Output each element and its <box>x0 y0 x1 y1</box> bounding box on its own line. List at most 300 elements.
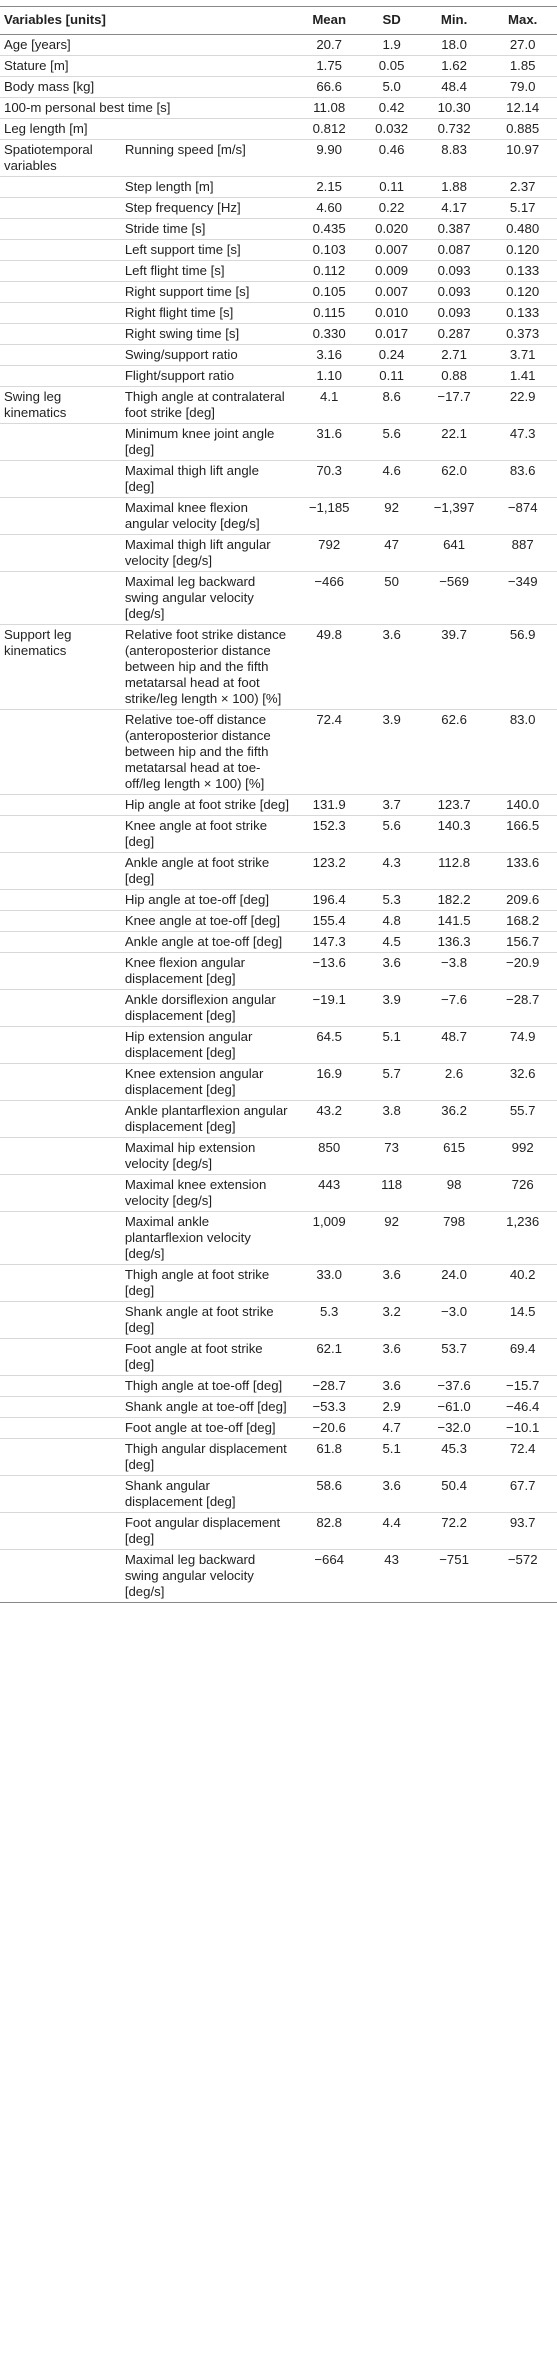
cell-sd: 0.017 <box>363 324 419 345</box>
cell-max: −20.9 <box>488 953 557 990</box>
cell-sd: 0.24 <box>363 345 419 366</box>
cell-min: 62.0 <box>420 461 489 498</box>
variable-name: Thigh angle at foot strike [deg] <box>121 1265 295 1302</box>
cell-min: −3.8 <box>420 953 489 990</box>
cell-sd: 3.9 <box>363 990 419 1027</box>
cell-min: 0.387 <box>420 219 489 240</box>
variable-group <box>0 498 121 535</box>
cell-min: −3.0 <box>420 1302 489 1339</box>
cell-mean: −1,185 <box>295 498 364 535</box>
cell-max: 14.5 <box>488 1302 557 1339</box>
table-row <box>0 1027 557 1064</box>
variable-group <box>0 1064 121 1101</box>
variable-name: Shank angular displacement [deg] <box>121 1476 295 1513</box>
variable-name: Relative foot strike distance (anteroposterior distance between hip and the fifth metatarsal head at foot strike/leg length × 100) [%] <box>121 625 295 710</box>
cell-max: 83.0 <box>488 710 557 795</box>
cell-sd: 0.009 <box>363 261 419 282</box>
variable-group <box>0 1376 121 1397</box>
cell-max: 10.97 <box>488 140 557 177</box>
cell-mean: 49.8 <box>295 625 364 710</box>
table-row <box>0 324 557 345</box>
cell-mean: −13.6 <box>295 953 364 990</box>
table-row <box>0 1418 557 1439</box>
cell-max: 156.7 <box>488 932 557 953</box>
cell-sd: 92 <box>363 1212 419 1265</box>
table-row <box>0 1175 557 1212</box>
variable-group <box>0 911 121 932</box>
cell-min: −61.0 <box>420 1397 489 1418</box>
variable-group <box>0 1302 121 1339</box>
variable-group <box>0 1212 121 1265</box>
cell-min: 0.093 <box>420 261 489 282</box>
table-row <box>0 198 557 219</box>
header-max: Max. <box>488 7 557 35</box>
variable-name: Knee flexion angular displacement [deg] <box>121 953 295 990</box>
cell-max: 55.7 <box>488 1101 557 1138</box>
variable-name: Running speed [m/s] <box>121 140 295 177</box>
cell-mean: 1.75 <box>295 56 364 77</box>
table-row <box>0 261 557 282</box>
variable-name: Knee angle at toe-off [deg] <box>121 911 295 932</box>
table-row <box>0 498 557 535</box>
variable-group <box>0 177 121 198</box>
cell-min: −751 <box>420 1550 489 1603</box>
cell-min: −569 <box>420 572 489 625</box>
cell-min: 136.3 <box>420 932 489 953</box>
cell-sd: 0.11 <box>363 177 419 198</box>
cell-min: 0.732 <box>420 119 489 140</box>
cell-mean: −20.6 <box>295 1418 364 1439</box>
cell-sd: 5.3 <box>363 890 419 911</box>
cell-max: 992 <box>488 1138 557 1175</box>
cell-max: 133.6 <box>488 853 557 890</box>
cell-sd: 0.11 <box>363 366 419 387</box>
table-row <box>0 35 557 56</box>
variable-group <box>0 1339 121 1376</box>
variable-group <box>0 990 121 1027</box>
cell-mean: 61.8 <box>295 1439 364 1476</box>
cell-max: 166.5 <box>488 816 557 853</box>
variable-name: Foot angle at toe-off [deg] <box>121 1418 295 1439</box>
variable-name: Hip extension angular displacement [deg] <box>121 1027 295 1064</box>
variable-name: Maximal knee extension velocity [deg/s] <box>121 1175 295 1212</box>
cell-min: 0.093 <box>420 282 489 303</box>
cell-min: 140.3 <box>420 816 489 853</box>
variable-name: Hip angle at toe-off [deg] <box>121 890 295 911</box>
table-row <box>0 1138 557 1175</box>
table-row <box>0 345 557 366</box>
cell-sd: 5.0 <box>363 77 419 98</box>
variable-name: Thigh angle at contralateral foot strike [deg] <box>121 387 295 424</box>
cell-sd: 4.7 <box>363 1418 419 1439</box>
cell-max: 74.9 <box>488 1027 557 1064</box>
table-row <box>0 1101 557 1138</box>
table-row <box>0 77 557 98</box>
cell-mean: 147.3 <box>295 932 364 953</box>
variable-name: Maximal hip extension velocity [deg/s] <box>121 1138 295 1175</box>
variable-name: Ankle dorsiflexion angular displacement [deg] <box>121 990 295 1027</box>
cell-mean: 3.16 <box>295 345 364 366</box>
cell-min: 98 <box>420 1175 489 1212</box>
cell-mean: 155.4 <box>295 911 364 932</box>
cell-min: 0.88 <box>420 366 489 387</box>
variable-group <box>0 240 121 261</box>
variable-group <box>0 366 121 387</box>
cell-min: 641 <box>420 535 489 572</box>
cell-mean: 1,009 <box>295 1212 364 1265</box>
variable-name: Flight/support ratio <box>121 366 295 387</box>
table-row <box>0 98 557 119</box>
cell-sd: 92 <box>363 498 419 535</box>
variable-name: Relative toe-off distance (anteroposterior distance between hip and the fifth metatarsal head at toe-off/leg length × 100) [%] <box>121 710 295 795</box>
cell-max: −28.7 <box>488 990 557 1027</box>
variable-name: Minimum knee joint angle [deg] <box>121 424 295 461</box>
variable-name: Thigh angle at toe-off [deg] <box>121 1376 295 1397</box>
table-row <box>0 1550 557 1603</box>
cell-sd: 3.7 <box>363 795 419 816</box>
cell-max: 56.9 <box>488 625 557 710</box>
cell-min: −32.0 <box>420 1418 489 1439</box>
cell-max: 1.85 <box>488 56 557 77</box>
header-variables: Variables [units] <box>0 7 295 35</box>
cell-max: −572 <box>488 1550 557 1603</box>
cell-max: 0.885 <box>488 119 557 140</box>
cell-sd: 5.6 <box>363 424 419 461</box>
cell-sd: 5.7 <box>363 1064 419 1101</box>
cell-min: 141.5 <box>420 911 489 932</box>
variable-name: Maximal ankle plantarflexion velocity [deg/s] <box>121 1212 295 1265</box>
cell-sd: 50 <box>363 572 419 625</box>
cell-max: 67.7 <box>488 1476 557 1513</box>
cell-min: 50.4 <box>420 1476 489 1513</box>
variable-group <box>0 1513 121 1550</box>
cell-mean: 0.112 <box>295 261 364 282</box>
cell-max: 40.2 <box>488 1265 557 1302</box>
cell-sd: 0.020 <box>363 219 419 240</box>
variable-name: 100-m personal best time [s] <box>0 98 295 119</box>
table-row <box>0 119 557 140</box>
variable-name: Age [years] <box>0 35 295 56</box>
cell-min: 615 <box>420 1138 489 1175</box>
cell-min: 0.287 <box>420 324 489 345</box>
table-row <box>0 1397 557 1418</box>
cell-mean: −53.3 <box>295 1397 364 1418</box>
cell-sd: 3.6 <box>363 1265 419 1302</box>
cell-mean: −466 <box>295 572 364 625</box>
cell-mean: 31.6 <box>295 424 364 461</box>
variable-group <box>0 795 121 816</box>
cell-max: −349 <box>488 572 557 625</box>
table-row <box>0 795 557 816</box>
variable-group: Support leg kinematics <box>0 625 121 710</box>
table-row <box>0 282 557 303</box>
cell-mean: 72.4 <box>295 710 364 795</box>
cell-min: 0.087 <box>420 240 489 261</box>
table-row <box>0 1302 557 1339</box>
variables-table <box>0 6 557 1603</box>
header-mean: Mean <box>295 7 364 35</box>
cell-sd: 0.22 <box>363 198 419 219</box>
table-row <box>0 911 557 932</box>
cell-min: 123.7 <box>420 795 489 816</box>
cell-min: 24.0 <box>420 1265 489 1302</box>
table-row <box>0 953 557 990</box>
table-row <box>0 140 557 177</box>
cell-sd: 5.1 <box>363 1439 419 1476</box>
cell-min: 8.83 <box>420 140 489 177</box>
cell-max: 140.0 <box>488 795 557 816</box>
cell-max: 5.17 <box>488 198 557 219</box>
cell-max: −10.1 <box>488 1418 557 1439</box>
cell-sd: 4.4 <box>363 1513 419 1550</box>
cell-min: 1.62 <box>420 56 489 77</box>
cell-max: 47.3 <box>488 424 557 461</box>
variable-name: Shank angle at toe-off [deg] <box>121 1397 295 1418</box>
variable-name: Right flight time [s] <box>121 303 295 324</box>
cell-min: 2.71 <box>420 345 489 366</box>
cell-sd: 3.8 <box>363 1101 419 1138</box>
cell-max: 69.4 <box>488 1339 557 1376</box>
cell-min: 4.17 <box>420 198 489 219</box>
cell-sd: 3.6 <box>363 625 419 710</box>
variable-name: Maximal leg backward swing angular velocity [deg/s] <box>121 1550 295 1603</box>
variable-group <box>0 890 121 911</box>
variable-name: Maximal knee flexion angular velocity [deg/s] <box>121 498 295 535</box>
table-row <box>0 387 557 424</box>
variable-name: Foot angle at foot strike [deg] <box>121 1339 295 1376</box>
cell-max: 726 <box>488 1175 557 1212</box>
table-row <box>0 240 557 261</box>
variable-group: Swing leg kinematics <box>0 387 121 424</box>
cell-min: 18.0 <box>420 35 489 56</box>
cell-sd: 4.8 <box>363 911 419 932</box>
variable-group <box>0 324 121 345</box>
cell-mean: 443 <box>295 1175 364 1212</box>
cell-max: 2.37 <box>488 177 557 198</box>
variable-group <box>0 345 121 366</box>
table-row <box>0 1439 557 1476</box>
cell-mean: 20.7 <box>295 35 364 56</box>
variable-group <box>0 461 121 498</box>
cell-max: 12.14 <box>488 98 557 119</box>
table-row <box>0 1376 557 1397</box>
cell-sd: 4.6 <box>363 461 419 498</box>
cell-max: −874 <box>488 498 557 535</box>
cell-min: −7.6 <box>420 990 489 1027</box>
cell-sd: 3.6 <box>363 1339 419 1376</box>
table-row <box>0 219 557 240</box>
variable-name: Maximal leg backward swing angular velocity [deg/s] <box>121 572 295 625</box>
table-body <box>0 35 557 1603</box>
table-row <box>0 366 557 387</box>
cell-max: −15.7 <box>488 1376 557 1397</box>
cell-sd: 0.46 <box>363 140 419 177</box>
table-row <box>0 710 557 795</box>
cell-sd: 5.1 <box>363 1027 419 1064</box>
cell-max: 0.120 <box>488 240 557 261</box>
cell-mean: 43.2 <box>295 1101 364 1138</box>
cell-min: −1,397 <box>420 498 489 535</box>
cell-mean: 82.8 <box>295 1513 364 1550</box>
cell-sd: 3.6 <box>363 1376 419 1397</box>
cell-mean: 4.1 <box>295 387 364 424</box>
cell-mean: 66.6 <box>295 77 364 98</box>
cell-max: 0.133 <box>488 261 557 282</box>
table-row <box>0 853 557 890</box>
cell-mean: 70.3 <box>295 461 364 498</box>
table-row <box>0 177 557 198</box>
cell-mean: 152.3 <box>295 816 364 853</box>
cell-sd: 47 <box>363 535 419 572</box>
variable-name: Right support time [s] <box>121 282 295 303</box>
cell-min: 62.6 <box>420 710 489 795</box>
variable-name: Maximal thigh lift angle [deg] <box>121 461 295 498</box>
cell-mean: −19.1 <box>295 990 364 1027</box>
cell-min: 10.30 <box>420 98 489 119</box>
variable-group <box>0 1175 121 1212</box>
table-header <box>0 7 557 35</box>
variable-name: Maximal thigh lift angular velocity [deg/s] <box>121 535 295 572</box>
variable-group <box>0 1027 121 1064</box>
cell-mean: 196.4 <box>295 890 364 911</box>
cell-sd: 0.007 <box>363 240 419 261</box>
cell-sd: 2.9 <box>363 1397 419 1418</box>
variable-group <box>0 282 121 303</box>
variable-group <box>0 816 121 853</box>
variable-name: Leg length [m] <box>0 119 295 140</box>
cell-mean: 850 <box>295 1138 364 1175</box>
table-row <box>0 1476 557 1513</box>
cell-max: 72.4 <box>488 1439 557 1476</box>
cell-sd: 4.3 <box>363 853 419 890</box>
variable-name: Shank angle at foot strike [deg] <box>121 1302 295 1339</box>
cell-min: 36.2 <box>420 1101 489 1138</box>
cell-mean: 58.6 <box>295 1476 364 1513</box>
table-row <box>0 303 557 324</box>
cell-mean: 16.9 <box>295 1064 364 1101</box>
cell-mean: 62.1 <box>295 1339 364 1376</box>
variable-name: Swing/support ratio <box>121 345 295 366</box>
table-row <box>0 1265 557 1302</box>
cell-max: 0.480 <box>488 219 557 240</box>
cell-max: 0.373 <box>488 324 557 345</box>
cell-max: 887 <box>488 535 557 572</box>
variable-name: Knee angle at foot strike [deg] <box>121 816 295 853</box>
table-row <box>0 816 557 853</box>
cell-mean: 131.9 <box>295 795 364 816</box>
cell-sd: 3.2 <box>363 1302 419 1339</box>
table-row <box>0 1339 557 1376</box>
cell-sd: 73 <box>363 1138 419 1175</box>
variable-name: Hip angle at foot strike [deg] <box>121 795 295 816</box>
cell-min: 45.3 <box>420 1439 489 1476</box>
variable-group <box>0 1439 121 1476</box>
cell-max: 1.41 <box>488 366 557 387</box>
table-row <box>0 56 557 77</box>
cell-sd: 0.032 <box>363 119 419 140</box>
cell-min: 48.4 <box>420 77 489 98</box>
cell-mean: 0.330 <box>295 324 364 345</box>
table-row <box>0 990 557 1027</box>
cell-mean: 11.08 <box>295 98 364 119</box>
cell-min: 1.88 <box>420 177 489 198</box>
cell-sd: 4.5 <box>363 932 419 953</box>
variable-group <box>0 953 121 990</box>
cell-sd: 118 <box>363 1175 419 1212</box>
cell-min: 112.8 <box>420 853 489 890</box>
cell-min: 53.7 <box>420 1339 489 1376</box>
variable-group <box>0 1265 121 1302</box>
variable-group <box>0 1476 121 1513</box>
variable-name: Step length [m] <box>121 177 295 198</box>
cell-mean: 123.2 <box>295 853 364 890</box>
variable-name: Knee extension angular displacement [deg] <box>121 1064 295 1101</box>
cell-min: 72.2 <box>420 1513 489 1550</box>
cell-sd: 3.6 <box>363 1476 419 1513</box>
variable-group <box>0 932 121 953</box>
cell-sd: 8.6 <box>363 387 419 424</box>
variable-name: Ankle plantarflexion angular displacement [deg] <box>121 1101 295 1138</box>
table-row <box>0 1212 557 1265</box>
cell-min: −37.6 <box>420 1376 489 1397</box>
variable-group <box>0 424 121 461</box>
cell-mean: 0.115 <box>295 303 364 324</box>
cell-min: 48.7 <box>420 1027 489 1064</box>
cell-max: 3.71 <box>488 345 557 366</box>
cell-mean: 792 <box>295 535 364 572</box>
cell-mean: 1.10 <box>295 366 364 387</box>
cell-max: 1,236 <box>488 1212 557 1265</box>
variable-name: Step frequency [Hz] <box>121 198 295 219</box>
table-row <box>0 932 557 953</box>
cell-mean: −664 <box>295 1550 364 1603</box>
cell-max: −46.4 <box>488 1397 557 1418</box>
cell-min: 798 <box>420 1212 489 1265</box>
variable-group <box>0 198 121 219</box>
cell-mean: 0.105 <box>295 282 364 303</box>
variable-group <box>0 572 121 625</box>
cell-mean: 9.90 <box>295 140 364 177</box>
cell-mean: 0.435 <box>295 219 364 240</box>
variable-group <box>0 1550 121 1603</box>
cell-max: 93.7 <box>488 1513 557 1550</box>
variable-group <box>0 1101 121 1138</box>
variable-name: Foot angular displacement [deg] <box>121 1513 295 1550</box>
variable-name: Ankle angle at toe-off [deg] <box>121 932 295 953</box>
header-sd: SD <box>363 7 419 35</box>
cell-max: 83.6 <box>488 461 557 498</box>
variable-group <box>0 1418 121 1439</box>
cell-mean: 0.812 <box>295 119 364 140</box>
header-min: Min. <box>420 7 489 35</box>
table-row <box>0 461 557 498</box>
cell-mean: 33.0 <box>295 1265 364 1302</box>
cell-sd: 3.6 <box>363 953 419 990</box>
cell-max: 209.6 <box>488 890 557 911</box>
variable-name: Ankle angle at foot strike [deg] <box>121 853 295 890</box>
cell-max: 0.120 <box>488 282 557 303</box>
variable-group <box>0 853 121 890</box>
table-row <box>0 1064 557 1101</box>
cell-sd: 3.9 <box>363 710 419 795</box>
cell-min: 2.6 <box>420 1064 489 1101</box>
table-row <box>0 572 557 625</box>
table-row <box>0 424 557 461</box>
cell-mean: −28.7 <box>295 1376 364 1397</box>
cell-sd: 1.9 <box>363 35 419 56</box>
cell-min: 39.7 <box>420 625 489 710</box>
variable-name: Stature [m] <box>0 56 295 77</box>
